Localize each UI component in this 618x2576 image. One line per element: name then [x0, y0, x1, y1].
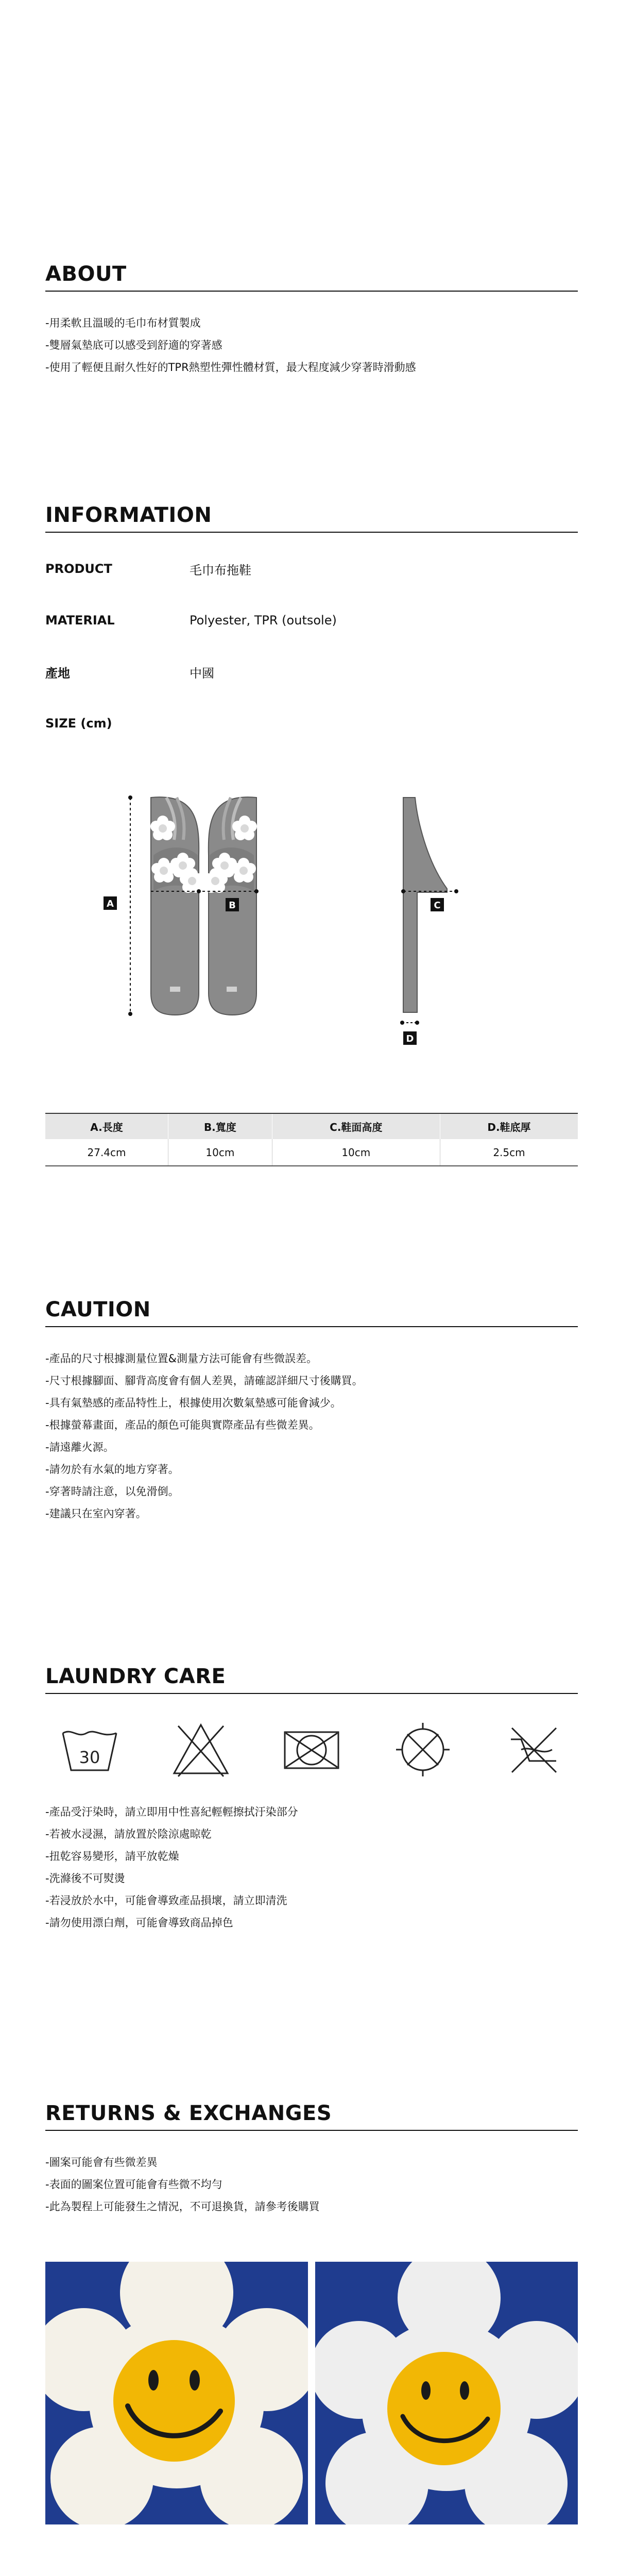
care-icons — [45, 1719, 578, 1781]
about-line: -用柔軟且溫暖的毛巾布材質製成 — [45, 317, 201, 329]
size-cell: 10cm — [272, 1139, 440, 1166]
about-section — [45, 263, 578, 379]
laundry-line: -洗滌後不可熨燙 — [45, 1872, 125, 1885]
laundry-line: -若被水浸濕，請放置於陰涼處晾乾 — [45, 1828, 212, 1840]
no-tumble-dry-icon — [279, 1719, 345, 1781]
caution-line: -請勿於有水氣的地方穿著。 — [45, 1463, 179, 1476]
label-d: D — [406, 1033, 414, 1044]
laundry-line: -請勿使用漂白劑，可能會導致商品掉色 — [45, 1917, 233, 1929]
information-section — [45, 504, 578, 749]
info-value: 中國 — [190, 666, 214, 681]
caution-line: -產品的尺寸根據測量位置&測量方法可能會有些微誤差。 — [45, 1352, 317, 1365]
caution-section — [45, 1298, 578, 1525]
size-header-cell: B.寬度 — [168, 1113, 272, 1139]
caution-line: -建議只在室內穿著。 — [45, 1507, 147, 1520]
pattern-photo-1 — [45, 2262, 308, 2524]
pattern-photo-2 — [315, 2262, 578, 2524]
caution-line: -根據螢幕畫面，產品的顏色可能與實際產品有些微差異。 — [45, 1419, 320, 1431]
size-header-cell: C.鞋面高度 — [272, 1113, 440, 1139]
size-cell: 10cm — [168, 1139, 272, 1166]
caution-line: -穿著時請注意，以免滑倒。 — [45, 1485, 179, 1498]
returns-lines — [45, 2151, 578, 2218]
caution-line: -請遠離火源。 — [45, 1441, 114, 1453]
size-header-cell: A.長度 — [45, 1113, 168, 1139]
about-line: -雙層氣墊底可以感受到舒適的穿著感 — [45, 339, 222, 351]
info-row-origin — [45, 646, 578, 698]
laundry-heading: LAUNDRY CARE — [45, 1665, 578, 1694]
slipper-left — [150, 797, 204, 1015]
info-key: MATERIAL — [45, 613, 115, 628]
size-diagram — [45, 783, 578, 1061]
label-a: A — [107, 899, 114, 909]
size-table-row — [45, 1139, 578, 1166]
laundry-line: -若浸放於水中，可能會導致產品損壞，請立即清洗 — [45, 1894, 287, 1907]
size-cell: 27.4cm — [45, 1139, 168, 1166]
no-dry-clean-icon — [501, 1719, 566, 1781]
laundry-line: -扭乾容易變形，請平放乾燥 — [45, 1850, 179, 1862]
info-key: 產地 — [45, 666, 70, 681]
info-value: 毛巾布拖鞋 — [190, 563, 251, 578]
info-key: PRODUCT — [45, 562, 112, 576]
laundry-lines — [45, 1801, 578, 1934]
pattern-photos — [45, 2262, 578, 2524]
slipper-diagram — [45, 783, 578, 1061]
info-row-material — [45, 595, 578, 646]
returns-line: -表面的圖案位置可能會有些微不均勻 — [45, 2178, 222, 2191]
size-table — [45, 1113, 578, 1166]
laundry-section — [45, 1665, 578, 1934]
info-key: SIZE (cm) — [45, 716, 112, 731]
caution-line: -尺寸根據腳面、腳背高度會有個人差異，請確認詳細尺寸後購買。 — [45, 1375, 363, 1387]
returns-line: -此為製程上可能發生之情況，不可退換貨，請參考後購買 — [45, 2200, 320, 2213]
about-line: -使用了輕便且耐久性好的TPR熱塑性彈性體材質，最大程度減少穿著時滑動感 — [45, 361, 416, 374]
size-header-cell: D.鞋底厚 — [440, 1113, 578, 1139]
label-c: C — [434, 900, 441, 911]
size-cell: 2.5cm — [440, 1139, 578, 1166]
information-heading: INFORMATION — [45, 504, 578, 533]
info-row-product — [45, 543, 578, 595]
info-value: Polyester, TPR (outsole) — [190, 613, 337, 628]
caution-lines — [45, 1348, 578, 1525]
wash-30-icon — [57, 1719, 123, 1781]
about-heading: ABOUT — [45, 263, 578, 292]
caution-line: -具有氣墊感的產品特性上，根據使用次數氣墊感可能會減少。 — [45, 1397, 341, 1409]
returns-heading: RETURNS & EXCHANGES — [45, 2102, 578, 2131]
no-bleach-icon — [168, 1719, 234, 1781]
info-row-size — [45, 698, 578, 749]
returns-section — [45, 2102, 578, 2218]
label-b: B — [229, 900, 236, 911]
svg-text:30: 30 — [79, 1748, 100, 1767]
about-lines — [45, 312, 578, 379]
caution-heading: CAUTION — [45, 1298, 578, 1327]
returns-line: -圖案可能會有些微差異 — [45, 2156, 158, 2168]
laundry-line: -產品受汙染時，請立即用中性喜紀輕輕擦拭汙染部分 — [45, 1806, 298, 1818]
size-table-header — [45, 1113, 578, 1139]
no-iron-icon — [390, 1719, 456, 1781]
